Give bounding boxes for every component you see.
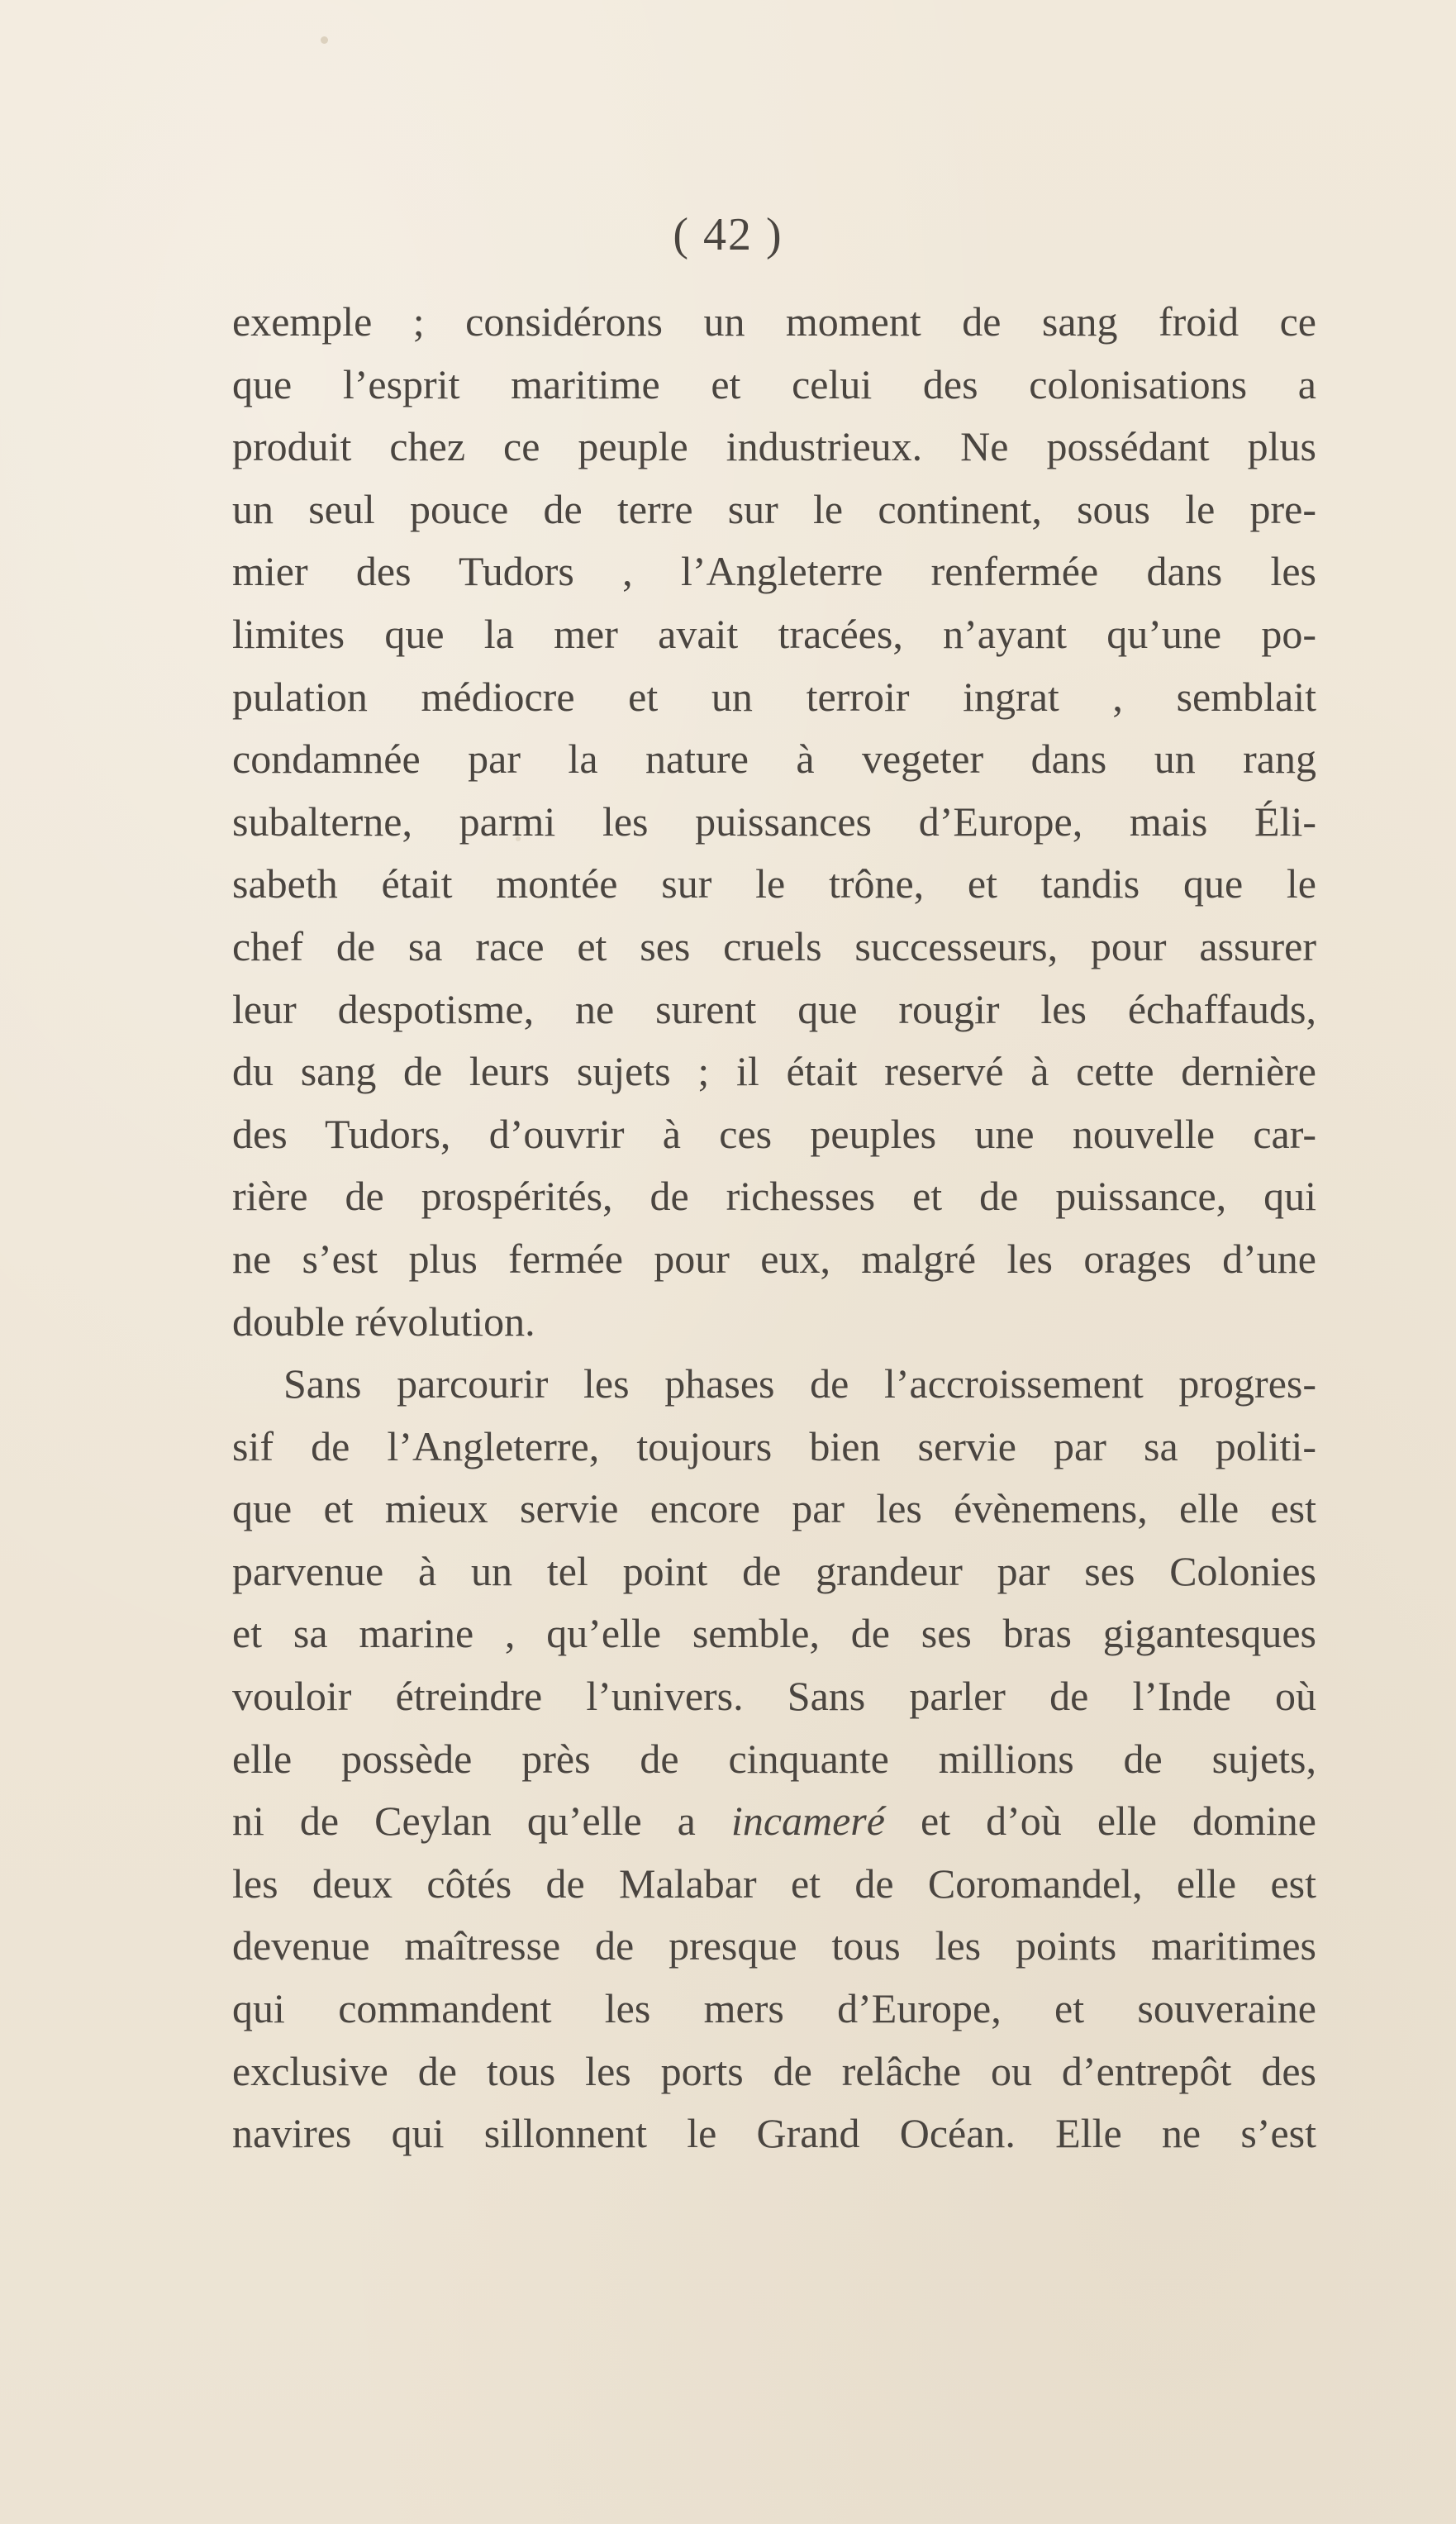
- text-segment: ni de Ceylan qu’elle a: [232, 1798, 696, 1845]
- text-line: vouloir étreindre l’univers. Sans parler de l’Inde où: [232, 1673, 1316, 1720]
- text-line: ne s’est plus fermée pour eux, malgré les orages d’une: [232, 1235, 1316, 1282]
- text-line: devenue maîtresse de presque tous les points maritimes: [232, 1922, 1316, 1969]
- body-text: [232, 291, 1316, 2165]
- text-line: leur despotisme, ne surent que rougir les échaffauds,: [232, 985, 1316, 1032]
- text-line: subalterne, parmi les puissances d’Europe, mais Éli-: [232, 798, 1316, 845]
- text-line: rière de prospérités, de richesses et de puissance, qui: [232, 1173, 1316, 1220]
- text-segment: et d’où elle domine: [921, 1798, 1317, 1845]
- text-line: exemple ; considérons un moment de sang froid ce: [232, 298, 1316, 345]
- text-line: chef de sa race et ses cruels successeurs, pour assurer: [232, 922, 1316, 969]
- text-line: qui commandent les mers d’Europe, et souveraine: [232, 1985, 1316, 2032]
- page-number: ( 42 ): [673, 209, 783, 260]
- text-line: sif de l’Angleterre, toujours bien servie par sa politi-: [232, 1422, 1316, 1469]
- text-line: navires qui sillonnent le Grand Océan. Elle ne s’est: [232, 2110, 1316, 2157]
- text-line: du sang de leurs sujets ; il était reservé à cette dernière: [232, 1048, 1316, 1095]
- text-line: double révolution.: [232, 1298, 535, 1345]
- italic-word: incameré: [730, 1798, 885, 1845]
- text-line: Sans parcourir les phases de l’accroissement progres-: [283, 1360, 1316, 1407]
- paragraph: [232, 1353, 1316, 2165]
- text-line: pulation médiocre et un terroir ingrat , semblait: [232, 673, 1316, 720]
- text-line: sabeth était montée sur le trône, et tandis que le: [232, 860, 1316, 907]
- text-line: parvenue à un tel point de grandeur par ses Colonies: [232, 1547, 1316, 1594]
- text-line: et sa marine , qu’elle semble, de ses bras gigantesques: [232, 1610, 1316, 1657]
- text-line: des Tudors, d’ouvrir à ces peuples une nouvelle car-: [232, 1110, 1316, 1157]
- text-line: mier des Tudors , l’Angleterre renfermée dans les: [232, 548, 1316, 595]
- paragraph: [232, 291, 1316, 1353]
- foxing-spot: [321, 36, 328, 44]
- text-line: elle possède près de cinquante millions de sujets,: [232, 1735, 1316, 1782]
- text-line: un seul pouce de terre sur le continent, sous le pre-: [232, 485, 1316, 532]
- text-line: produit chez ce peuple industrieux. Ne possédant plus: [232, 423, 1316, 470]
- text-line: [232, 1790, 1316, 1853]
- text-line: que l’esprit maritime et celui des colonisations a: [232, 360, 1316, 407]
- text-line: les deux côtés de Malabar et de Coromandel, elle est: [232, 1860, 1316, 1907]
- text-line: que et mieux servie encore par les évènemens, elle est: [232, 1485, 1316, 1532]
- text-line: condamnée par la nature à vegeter dans un rang: [232, 736, 1316, 783]
- text-line: limites que la mer avait tracées, n’ayant qu’une po-: [232, 610, 1316, 657]
- text-line: exclusive de tous les ports de relâche ou d’entrepôt des: [232, 2047, 1316, 2094]
